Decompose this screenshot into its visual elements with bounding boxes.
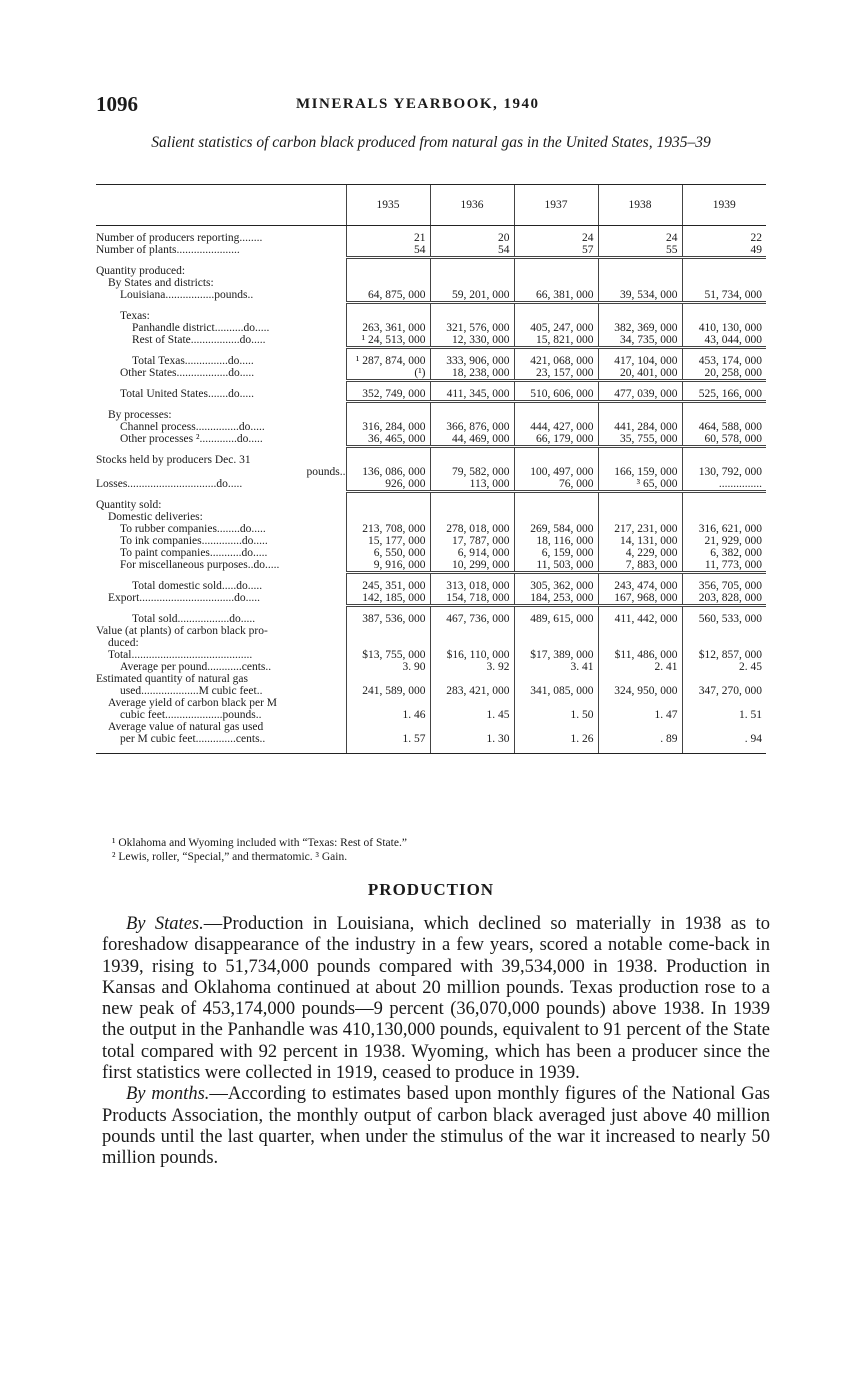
table-row [96, 637, 766, 649]
table-cell [598, 673, 682, 685]
table-cell: 1. 26 [514, 733, 598, 745]
row-label: Stocks held by producers Dec. 31 [96, 454, 251, 466]
table-cell: 66, 381, 000 [514, 289, 598, 303]
running-title: MINERALS YEARBOOK, 1940 [296, 96, 540, 112]
table-cell: 467, 736, 000 [430, 613, 514, 625]
table-cell: 6, 914, 000 [430, 547, 514, 559]
table-cell: 21 [346, 232, 430, 244]
table-cell [430, 673, 514, 685]
table-cell: 11, 773, 000 [682, 559, 766, 573]
table-cell: 453, 174, 000 [682, 355, 766, 367]
table-cell: $16, 110, 000 [430, 649, 514, 661]
table-cell: (¹) [346, 367, 430, 381]
table-row [96, 322, 766, 334]
table-cell: 15, 177, 000 [346, 535, 430, 547]
table-cell [598, 409, 682, 421]
table-cell: 66, 179, 000 [514, 433, 598, 447]
table-row [96, 592, 766, 606]
column-header: 1939 [682, 185, 766, 226]
statistics-table-grid [96, 184, 766, 754]
row-label: duced: [108, 637, 139, 649]
row-label: By States and districts: [108, 277, 214, 289]
table-cell: 36, 465, 000 [346, 433, 430, 447]
table-cell: 441, 284, 000 [598, 421, 682, 433]
table-cell: 341, 085, 000 [514, 685, 598, 697]
table-cell [346, 499, 430, 511]
table-row [96, 580, 766, 592]
table-cell: . 89 [598, 733, 682, 745]
table-row [96, 559, 766, 573]
page-number: 1096 [96, 92, 138, 116]
table-cell [682, 409, 766, 421]
footnote: ¹ Oklahoma and Wyoming included with “Texas: Rest of State.” [112, 837, 407, 849]
table-cell: 525, 166, 000 [682, 388, 766, 402]
row-label: Panhandle district..........do..... [132, 322, 270, 334]
table-cell: 489, 615, 000 [514, 613, 598, 625]
table-row [96, 499, 766, 511]
table-cell: 14, 131, 000 [598, 535, 682, 547]
table-row [96, 277, 766, 289]
row-label: Channel process...............do..... [120, 421, 265, 433]
table-cell [598, 454, 682, 466]
table-cell [430, 625, 514, 637]
table-cell [514, 499, 598, 511]
row-label: used....................M cubic feet.. [120, 685, 263, 697]
table-cell: 352, 749, 000 [346, 388, 430, 402]
row-label: Total sold..................do..... [132, 613, 256, 625]
table-cell [682, 265, 766, 277]
table-cell: 464, 588, 000 [682, 421, 766, 433]
separator-row [96, 573, 766, 581]
table-cell [514, 625, 598, 637]
table-cell: 22 [682, 232, 766, 244]
table-cell: 4, 229, 000 [598, 547, 682, 559]
table-row [96, 355, 766, 367]
row-label: Louisiana.................pounds.. [120, 289, 254, 301]
table-row [96, 661, 766, 673]
row-label: Domestic deliveries: [108, 511, 203, 523]
table-cell [346, 511, 430, 523]
statistics-table [96, 184, 766, 754]
table-cell: 2. 41 [598, 661, 682, 673]
separator-row [96, 381, 766, 389]
table-cell [682, 697, 766, 709]
table-cell: 510, 606, 000 [514, 388, 598, 402]
table-cell: 241, 589, 000 [346, 685, 430, 697]
table-cell: ¹ 287, 874, 000 [346, 355, 430, 367]
table-cell [514, 721, 598, 733]
table-cell: ¹ 24, 513, 000 [346, 334, 430, 348]
table-cell: 51, 734, 000 [682, 289, 766, 303]
table-cell [682, 721, 766, 733]
separator-row [96, 303, 766, 311]
table-cell: 283, 421, 000 [430, 685, 514, 697]
table-cell [430, 409, 514, 421]
row-label: Rest of State.................do..... [132, 334, 266, 346]
table-cell [346, 454, 430, 466]
table-cell: 9, 916, 000 [346, 559, 430, 573]
row-label: For miscellaneous purposes..do..... [120, 559, 280, 571]
table-cell: 154, 718, 000 [430, 592, 514, 606]
table-row [96, 454, 766, 466]
table-row [96, 697, 766, 709]
table-cell: 263, 361, 000 [346, 322, 430, 334]
table-row [96, 265, 766, 277]
table-row [96, 310, 766, 322]
paragraph-lead: By months. [126, 1084, 210, 1105]
row-label: By processes: [108, 409, 172, 421]
row-label: Export.................................do..... [108, 592, 261, 604]
table-row [96, 334, 766, 348]
row-label: Quantity produced: [96, 265, 186, 277]
row-label: Average value of natural gas used [108, 721, 264, 733]
table-cell [346, 409, 430, 421]
table-row [96, 433, 766, 447]
table-cell: 6, 382, 000 [682, 547, 766, 559]
table-cell [346, 697, 430, 709]
separator-row [96, 492, 766, 500]
row-label: Texas: [120, 310, 150, 322]
table-cell: 49 [682, 244, 766, 258]
table-cell: 34, 735, 000 [598, 334, 682, 348]
table-cell: 54 [430, 244, 514, 258]
table-cell [682, 625, 766, 637]
table-cell: 142, 185, 000 [346, 592, 430, 606]
table-cell: 44, 469, 000 [430, 433, 514, 447]
table-cell: 24 [514, 232, 598, 244]
section-heading: PRODUCTION [367, 880, 495, 899]
table-cell: 410, 130, 000 [682, 322, 766, 334]
table-cell: 39, 534, 000 [598, 289, 682, 303]
table-cell [346, 277, 430, 289]
row-label: Other States..................do..... [120, 367, 255, 379]
table-cell: 24 [598, 232, 682, 244]
table-body [96, 226, 766, 754]
table-cell: 15, 821, 000 [514, 334, 598, 348]
row-label: Value (at plants) of carbon black pro- [96, 625, 268, 637]
table-cell [598, 625, 682, 637]
table-cell: 11, 503, 000 [514, 559, 598, 573]
row-label: Losses...............................do..... [96, 478, 243, 490]
table-cell [682, 310, 766, 322]
row-label: Number of producers reporting........ [96, 232, 263, 244]
table-row [96, 547, 766, 559]
table-cell [514, 277, 598, 289]
row-label: pounds.. [306, 466, 346, 478]
table-cell [430, 697, 514, 709]
table-cell: 23, 157, 000 [514, 367, 598, 381]
row-label: Estimated quantity of natural gas [96, 673, 249, 685]
table-cell: 203, 828, 000 [682, 592, 766, 606]
separator-row [96, 258, 766, 266]
table-cell [514, 409, 598, 421]
table-cell [430, 265, 514, 277]
table-row [96, 673, 766, 685]
table-row [96, 511, 766, 523]
table-header-row [96, 185, 766, 226]
table-cell: 100, 497, 000 [514, 466, 598, 478]
table-row [96, 535, 766, 547]
table-cell: 382, 369, 000 [598, 322, 682, 334]
separator-row [96, 348, 766, 356]
row-label: Other processes ².............do..... [120, 433, 263, 445]
table-cell: 245, 351, 000 [346, 580, 430, 592]
separator-row [96, 447, 766, 455]
table-cell: 243, 474, 000 [598, 580, 682, 592]
table-row [96, 409, 766, 421]
table-cell [346, 721, 430, 733]
table-cell: 43, 044, 000 [682, 334, 766, 348]
table-cell: 17, 787, 000 [430, 535, 514, 547]
table-cell [682, 673, 766, 685]
table-cell [598, 511, 682, 523]
table-cell: $11, 486, 000 [598, 649, 682, 661]
column-header: 1938 [598, 185, 682, 226]
table-cell: 20, 401, 000 [598, 367, 682, 381]
row-label: Number of plants...................... [96, 244, 240, 256]
table-cell [514, 265, 598, 277]
table-cell [682, 637, 766, 649]
table-cell [598, 499, 682, 511]
table-cell: 313, 018, 000 [430, 580, 514, 592]
table-row [96, 478, 766, 492]
table-cell [682, 499, 766, 511]
table-row [96, 388, 766, 402]
table-cell: 347, 270, 000 [682, 685, 766, 697]
table-cell: ³ 65, 000 [598, 478, 682, 492]
table-cell: 316, 284, 000 [346, 421, 430, 433]
column-header: 1935 [346, 185, 430, 226]
column-header: 1936 [430, 185, 514, 226]
page-header [96, 92, 766, 118]
table-cell [430, 721, 514, 733]
table-cell: $12, 857, 000 [682, 649, 766, 661]
table-row [96, 613, 766, 625]
table-cell: 417, 104, 000 [598, 355, 682, 367]
table-cell: 64, 875, 000 [346, 289, 430, 303]
row-label: Total United States.......do..... [120, 388, 254, 400]
table-cell: 6, 550, 000 [346, 547, 430, 559]
table-cell: 213, 708, 000 [346, 523, 430, 535]
paragraph [102, 914, 770, 1084]
table-cell: 20 [430, 232, 514, 244]
row-label: Total domestic sold.....do..... [132, 580, 263, 592]
table-cell [514, 697, 598, 709]
table-cell [346, 310, 430, 322]
row-label: Average yield of carbon black per M [108, 697, 278, 709]
table-cell: ............... [682, 478, 766, 492]
table-cell: 321, 576, 000 [430, 322, 514, 334]
table-cell: 477, 039, 000 [598, 388, 682, 402]
table-cell: $17, 389, 000 [514, 649, 598, 661]
table-cell: 166, 159, 000 [598, 466, 682, 478]
paragraph-text: —Production in Louisiana, which declined so materially in 1938 as to foreshadow disappearance of the industry in a few years, scored a notable come-back in 1939, rising to 51,734,000 pounds compared with 39,534,000 in 1938. Production in Kansas and Oklahoma continued at about 20 million pounds. Texas production rose to a new peak of 453,174,000 pounds—9 percent (36,070,000 pounds) above 1938. In 1939 the output in the Panhandle was 410,130,000 pounds, equivalent to 91 percent of the State total compared with 92 percent in 1938. Wyoming, which has been a producer since the first statistics were collected in 1919, ceased to produce in 1939. [102, 914, 771, 1084]
table-cell: 305, 362, 000 [514, 580, 598, 592]
table-cell: 405, 247, 000 [514, 322, 598, 334]
table-cell: 10, 299, 000 [430, 559, 514, 573]
row-label: To ink companies..............do..... [120, 535, 268, 547]
row-label: To rubber companies........do..... [120, 523, 266, 535]
table-cell [682, 277, 766, 289]
table-cell: 278, 018, 000 [430, 523, 514, 535]
table-cell: 54 [346, 244, 430, 258]
table-row [96, 709, 766, 721]
table-cell: 167, 968, 000 [598, 592, 682, 606]
table-cell: 55 [598, 244, 682, 258]
table-bottom-rule [96, 745, 766, 754]
paragraph-text: —According to estimates based upon monthly figures of the National Gas Products Association, the monthly output of carbon black averaged just above 40 million pounds until the last quarter, when under the stimulus of the war it increased to nearly 50 million pounds. [102, 1084, 770, 1169]
table-cell: 269, 584, 000 [514, 523, 598, 535]
table-cell: 411, 345, 000 [430, 388, 514, 402]
table-cell [598, 310, 682, 322]
table-cell [598, 265, 682, 277]
table-row [96, 721, 766, 733]
table-cell [346, 673, 430, 685]
table-row [96, 289, 766, 303]
table-cell [514, 310, 598, 322]
paragraph-lead: By States. [126, 914, 204, 934]
table-cell: 411, 442, 000 [598, 613, 682, 625]
row-label: cubic feet....................pounds.. [120, 709, 262, 721]
table-cell [430, 499, 514, 511]
table-cell: 444, 427, 000 [514, 421, 598, 433]
table-cell [514, 454, 598, 466]
row-label: Total Texas...............do..... [132, 355, 254, 367]
table-cell: 1. 57 [346, 733, 430, 745]
table-cell: 560, 533, 000 [682, 613, 766, 625]
table-row [96, 685, 766, 697]
table-cell: 57 [514, 244, 598, 258]
footnotes [112, 836, 407, 864]
table-cell [346, 637, 430, 649]
table-cell: 130, 792, 000 [682, 466, 766, 478]
table-cell: 1. 46 [346, 709, 430, 721]
table-cell: 136, 086, 000 [346, 466, 430, 478]
table-cell: 356, 705, 000 [682, 580, 766, 592]
table-cell: 18, 116, 000 [514, 535, 598, 547]
table-row [96, 232, 766, 244]
table-cell: 60, 578, 000 [682, 433, 766, 447]
table-cell: 387, 536, 000 [346, 613, 430, 625]
table-row [96, 625, 766, 637]
table-row [96, 733, 766, 745]
table-row [96, 649, 766, 661]
table-cell [514, 673, 598, 685]
table-cell [430, 454, 514, 466]
table-cell: 333, 906, 000 [430, 355, 514, 367]
table-row [96, 244, 766, 258]
table-cell: 20, 258, 000 [682, 367, 766, 381]
row-label: To paint companies...........do..... [120, 547, 268, 559]
table-cell: 12, 330, 000 [430, 334, 514, 348]
separator-row [96, 402, 766, 410]
row-label: Quantity sold: [96, 499, 162, 511]
table-title: Salient statistics of carbon black produced from natural gas in the United States, 1935–39 [151, 134, 711, 151]
table-cell [346, 625, 430, 637]
table-cell: . 94 [682, 733, 766, 745]
table-cell: 324, 950, 000 [598, 685, 682, 697]
table-row [96, 466, 766, 478]
table-cell: 2. 45 [682, 661, 766, 673]
table-cell [598, 721, 682, 733]
table-cell: 1. 50 [514, 709, 598, 721]
separator-row [96, 606, 766, 614]
table-cell [430, 310, 514, 322]
body-text [102, 914, 770, 1170]
table-cell: 76, 000 [514, 478, 598, 492]
table-row [96, 523, 766, 535]
table-cell [682, 511, 766, 523]
table-cell [430, 511, 514, 523]
table-cell [598, 637, 682, 649]
table-cell: 35, 755, 000 [598, 433, 682, 447]
table-cell: 421, 068, 000 [514, 355, 598, 367]
table-cell: 217, 231, 000 [598, 523, 682, 535]
table-row [96, 421, 766, 433]
table-cell: 926, 000 [346, 478, 430, 492]
table-cell [430, 277, 514, 289]
table-cell: 79, 582, 000 [430, 466, 514, 478]
table-cell [514, 637, 598, 649]
row-label: Average per pound............cents.. [120, 661, 272, 673]
table-cell [598, 277, 682, 289]
table-cell: 1. 47 [598, 709, 682, 721]
row-label: per M cubic feet..............cents.. [120, 733, 266, 745]
row-label-header [96, 185, 346, 226]
column-header: 1937 [514, 185, 598, 226]
table-cell [346, 265, 430, 277]
table-cell: 113, 000 [430, 478, 514, 492]
table-cell: 366, 876, 000 [430, 421, 514, 433]
table-cell: 18, 238, 000 [430, 367, 514, 381]
table-cell: 1. 30 [430, 733, 514, 745]
table-cell: $13, 755, 000 [346, 649, 430, 661]
paragraph [102, 1084, 770, 1169]
table-cell [682, 454, 766, 466]
table-cell [514, 511, 598, 523]
table-cell: 1. 45 [430, 709, 514, 721]
table-cell: 1. 51 [682, 709, 766, 721]
table-row [96, 367, 766, 381]
table-cell: 3. 90 [346, 661, 430, 673]
table-cell: 21, 929, 000 [682, 535, 766, 547]
footnote: ² Lewis, roller, “Special,” and thermatomic. ³ Gain. [112, 851, 348, 863]
table-cell: 6, 159, 000 [514, 547, 598, 559]
table-cell: 7, 883, 000 [598, 559, 682, 573]
table-cell: 59, 201, 000 [430, 289, 514, 303]
table-cell: 184, 253, 000 [514, 592, 598, 606]
table-cell: 316, 621, 000 [682, 523, 766, 535]
row-label: Total.......................................... [108, 649, 253, 661]
table-cell [430, 637, 514, 649]
table-cell: 3. 41 [514, 661, 598, 673]
table-cell [598, 697, 682, 709]
table-cell: 3. 92 [430, 661, 514, 673]
